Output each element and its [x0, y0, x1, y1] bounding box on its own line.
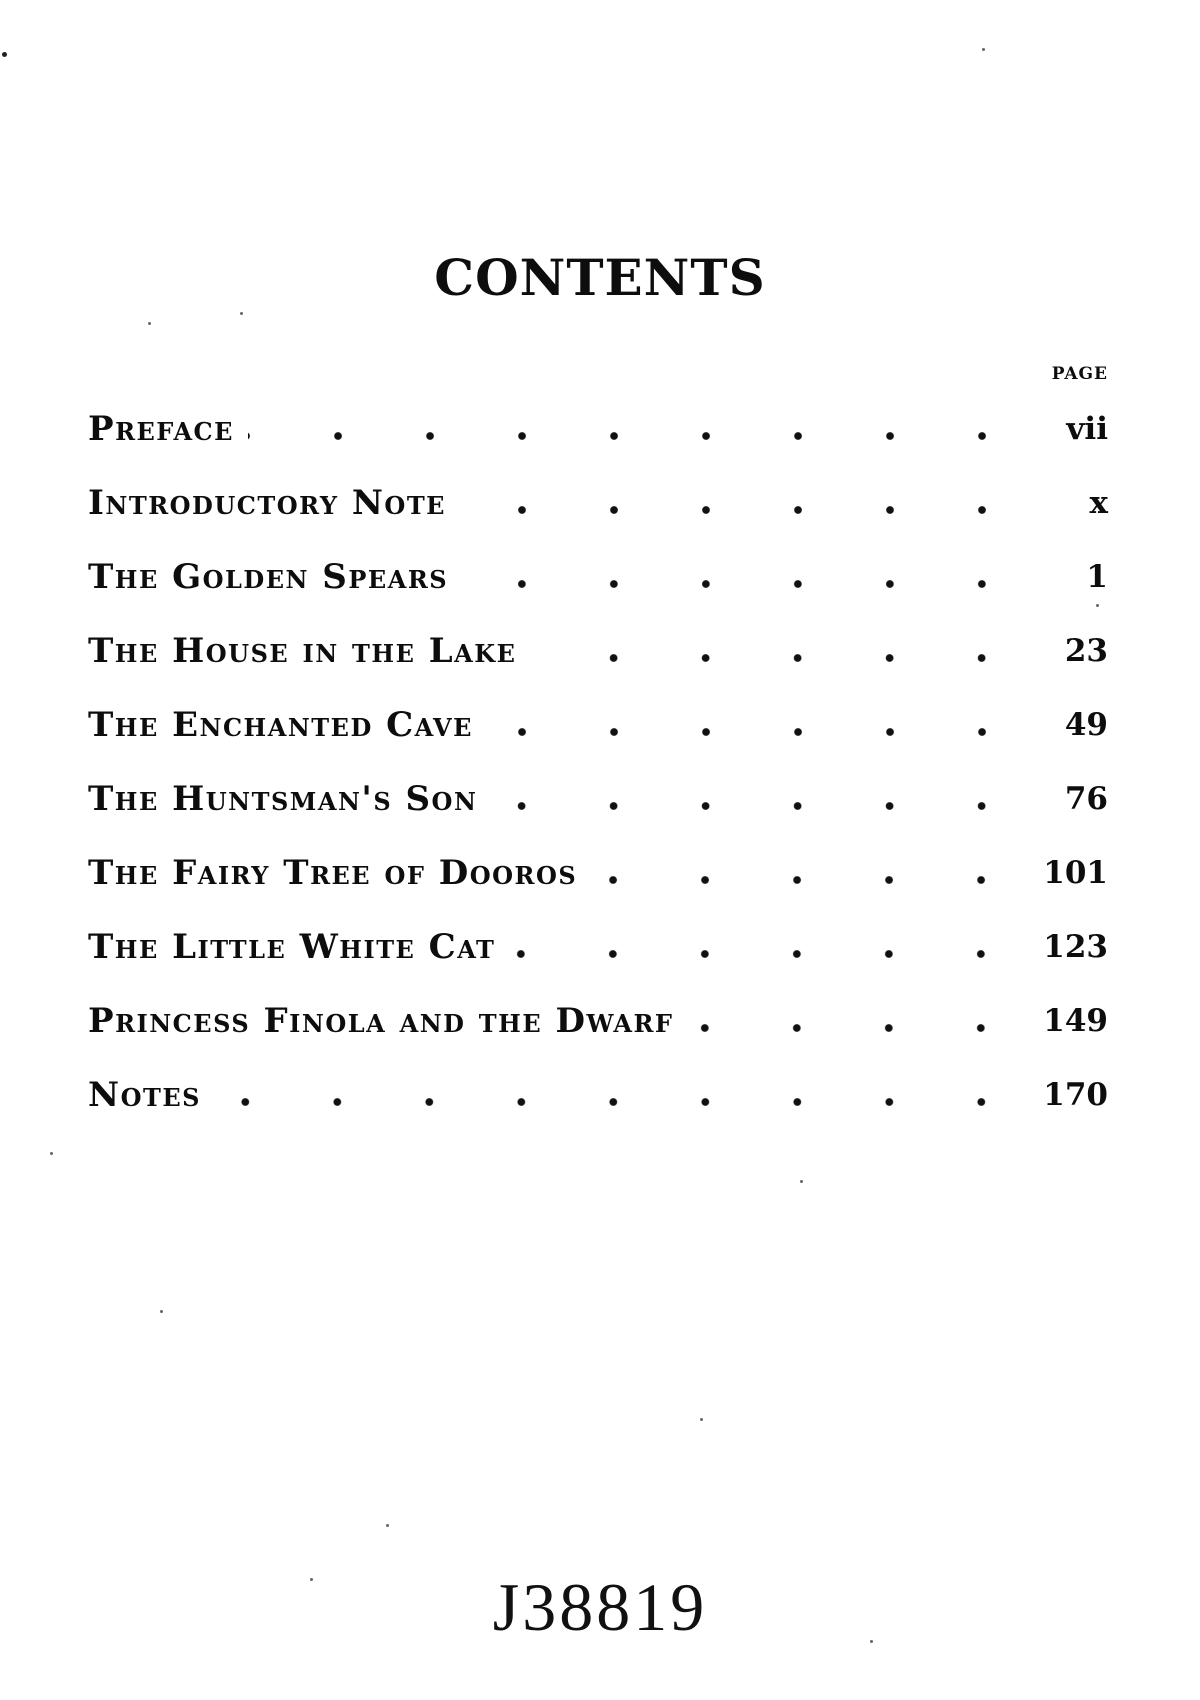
toc-entry-page: 76: [1028, 781, 1108, 817]
toc-entry-page: x: [1028, 485, 1108, 521]
toc-entry-princess-finola: [88, 984, 1108, 1058]
scan-speck: [870, 1640, 873, 1643]
page-column-label: PAGE: [1051, 364, 1108, 384]
toc-entry-title: Introductory Note: [88, 483, 460, 523]
toc-entry-page: 1: [1028, 559, 1108, 595]
toc-entry-enchanted-cave: [88, 688, 1108, 762]
toc-entry-page: 101: [1027, 855, 1108, 891]
scan-speck: [240, 312, 243, 315]
toc-entry-preface: [88, 392, 1108, 466]
scan-speck: [50, 1152, 53, 1155]
scan-speck: [1096, 604, 1099, 607]
toc-entry-fairy-tree-of-dooros: [88, 836, 1108, 910]
toc-entry-page: 23: [1028, 633, 1108, 669]
scan-speck: [800, 1180, 803, 1183]
scan-speck: [148, 322, 151, 325]
toc-entry-notes: [88, 1058, 1108, 1132]
dot-leader: [215, 1095, 1027, 1109]
toc-entry-golden-spears: [88, 540, 1108, 614]
toc-entry-title: The Enchanted Cave: [88, 705, 487, 745]
scan-speck: [982, 48, 985, 51]
dot-leader: [687, 1021, 1027, 1035]
toc-entry-page: 123: [1027, 929, 1108, 965]
toc-entry-page: 149: [1027, 1003, 1108, 1039]
dot-leader: [591, 873, 1027, 887]
toc-entry-introductory-note: [88, 466, 1108, 540]
dot-leader: [530, 651, 1028, 665]
table-of-contents: [88, 392, 1108, 1132]
dot-leader: [491, 799, 1028, 813]
scan-speck: [2, 52, 7, 57]
toc-entry-title: Princess Finola and the Dwarf: [88, 1001, 687, 1041]
toc-entry-title: The Golden Spears: [88, 557, 462, 597]
accession-stamp: J38819: [492, 1569, 708, 1645]
toc-entry-title: Preface: [88, 409, 248, 449]
toc-entry-huntsmans-son: [88, 762, 1108, 836]
scan-speck: [310, 1578, 313, 1581]
toc-entry-page: 170: [1027, 1077, 1108, 1113]
toc-entry-title: The Fairy Tree of Dooros: [88, 853, 591, 893]
dot-leader: [248, 429, 1028, 443]
toc-entry-page: vii: [1028, 411, 1108, 447]
dot-leader: [487, 725, 1028, 739]
page-title: CONTENTS: [434, 248, 766, 307]
scan-speck: [386, 1524, 389, 1527]
toc-entry-house-in-the-lake: [88, 614, 1108, 688]
toc-entry-page: 49: [1028, 707, 1108, 743]
toc-entry-title: Notes: [88, 1075, 215, 1115]
dot-leader: [460, 503, 1028, 517]
dot-leader: [509, 947, 1027, 961]
dot-leader: [462, 577, 1028, 591]
toc-entry-little-white-cat: [88, 910, 1108, 984]
scan-speck: [160, 1310, 163, 1313]
toc-entry-title: The Huntsman's Son: [88, 779, 491, 819]
scan-speck: [700, 1418, 703, 1421]
toc-entry-title: The House in the Lake: [88, 631, 530, 671]
toc-entry-title: The Little White Cat: [88, 927, 509, 967]
